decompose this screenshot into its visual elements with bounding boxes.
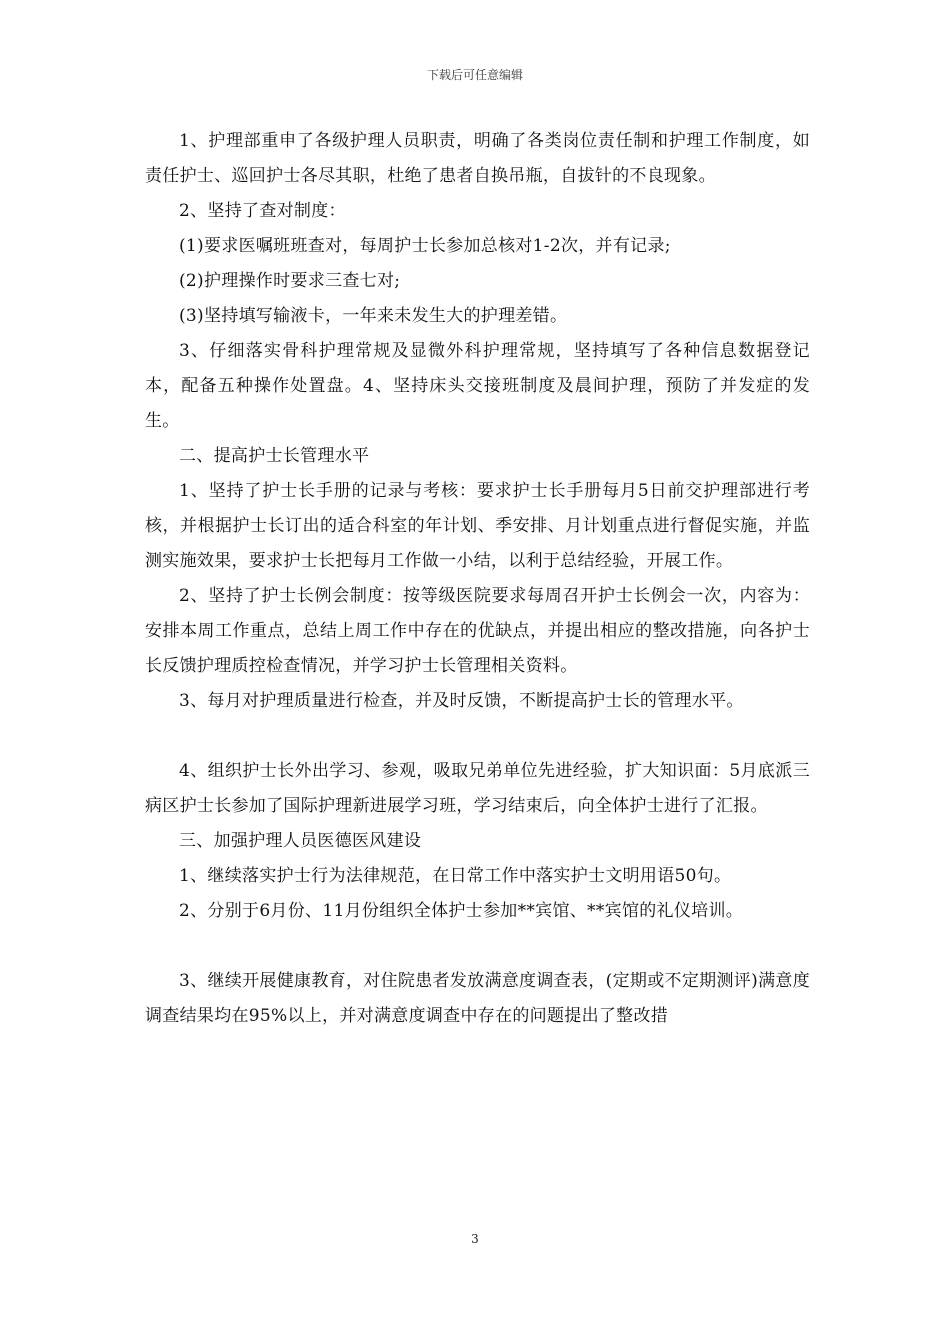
section-heading-medical-ethics: 三、加强护理人员医德医风建设 [179, 831, 422, 851]
paragraph-spacer [145, 929, 810, 964]
paragraph-head-nurse-handbook: 1、坚持了护士长手册的记录与考核：要求护士长手册每月5日前交护理部进行考核，并根据护士长订出的适合科室的年计划、季安排、月计划重点进行督促实施，并监测实施效果，要求护士长把每月工作做一小结，以利于总结经验，开展工作。 [145, 481, 810, 571]
paragraph-health-education: 3、继续开展健康教育，对住院患者发放满意度调查表，(定期或不定期测评)满意度调查结果均在95%以上，并对满意度调查中存在的问题提出了整改措 [145, 971, 810, 1026]
paragraph-study-visits: 4、组织护士长外出学习、参观，吸取兄弟单位先进经验，扩大知识面：5月底派三病区护士长参加了国际护理新进展学习班，学习结束后，向全体护士进行了汇报。 [145, 761, 810, 816]
paragraph-check-system: 2、坚持了查对制度： [179, 201, 346, 221]
page-header-note: 下载后可任意编辑 [426, 68, 523, 82]
section-heading-head-nurse: 二、提高护士长管理水平 [179, 446, 370, 466]
paragraph-spacer [145, 719, 810, 754]
page-number: 3 [471, 1232, 479, 1246]
paragraph-check-item-1: (1)要求医嘱班班查对，每周护士长参加总核对1-2次，并有记录; [179, 236, 671, 256]
paragraph-conduct-norms: 1、继续落实护士行为法律规范，在日常工作中落实护士文明用语50句。 [179, 866, 732, 886]
paragraph-orthopedic-routine: 3、仔细落实骨科护理常规及显微外科护理常规，坚持填写了各种信息数据登记本，配备五种操作处置盘。4、坚持床头交接班制度及晨间护理，预防了并发症的发生。 [145, 341, 810, 431]
paragraph-check-item-3: (3)坚持填写输液卡，一年来未发生大的护理差错。 [179, 306, 568, 326]
paragraph-etiquette-training: 2、分别于6月份、11月份组织全体护士参加**宾馆、**宾馆的礼仪培训。 [179, 901, 744, 921]
paragraph-monthly-quality-check: 3、每月对护理质量进行检查，并及时反馈，不断提高护士长的管理水平。 [179, 691, 744, 711]
paragraph-duty-system: 1、护理部重申了各级护理人员职责，明确了各类岗位责任制和护理工作制度，如责任护士、巡回护士各尽其职，杜绝了患者自换吊瓶，自拔针的不良现象。 [145, 131, 810, 186]
paragraph-check-item-2: (2)护理操作时要求三查七对; [179, 271, 401, 291]
document-body [145, 124, 810, 1034]
paragraph-head-nurse-meeting: 2、坚持了护士长例会制度：按等级医院要求每周召开护士长例会一次，内容为：安排本周工作重点，总结上周工作中存在的优缺点，并提出相应的整改措施，向各护士长反馈护理质控检查情况，并学习护士长管理相关资料。 [145, 586, 810, 676]
